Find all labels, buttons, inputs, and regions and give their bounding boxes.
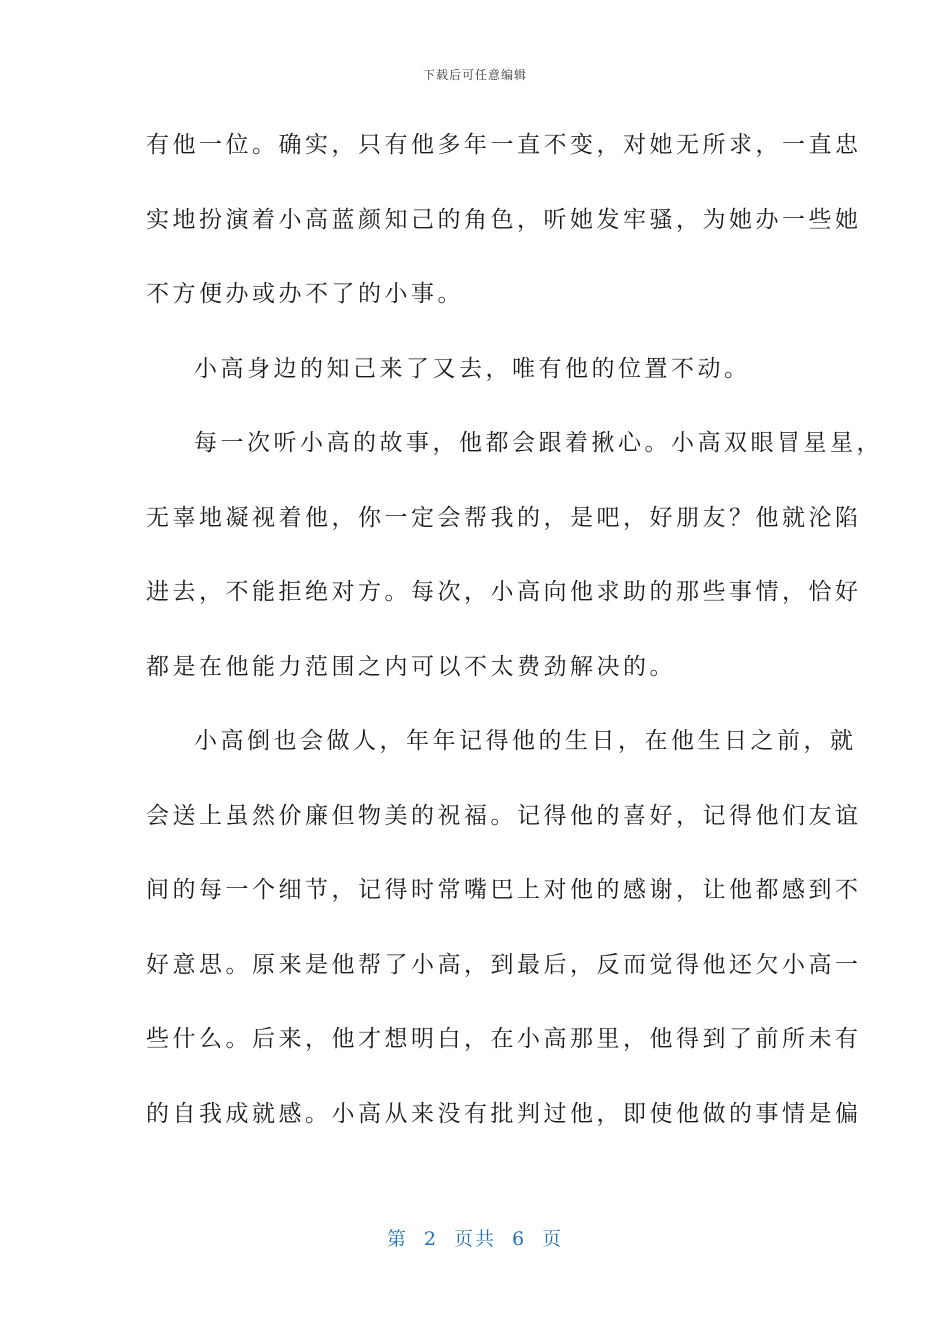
current-page-number: 2: [423, 1228, 438, 1250]
text-line: 会送上虽然价廉但物美的祝福。记得他的喜好，记得他们友谊: [146, 802, 862, 829]
text-line: 不方便办或办不了的小事。: [146, 281, 464, 307]
text-line: 每一次听小高的故事，他都会跟着揪心。小高双眼冒星星，: [194, 430, 883, 456]
text-line: 小高身边的知己来了又去，唯有他的位置不动。: [194, 355, 751, 382]
page-header: 下载后可任意编辑: [422, 68, 527, 82]
text-line: 实地扮演着小高蓝颜知己的角色，听她发牢骚，为她办一些她: [146, 206, 862, 233]
text-line: 好意思。原来是他帮了小高，到最后，反而觉得他还欠小高一: [146, 951, 862, 978]
text-line: 有他一位。确实，只有他多年一直不变，对她无所求，一直忠: [146, 132, 862, 158]
footer-prefix: 第: [386, 1228, 408, 1250]
footer-middle: 页共: [453, 1228, 496, 1250]
text-line: 的自我成就感。小高从来没有批判过他，即使他做的事情是偏: [146, 1100, 862, 1127]
text-line: 无辜地凝视着他，你一定会帮我的，是吧，好朋友？他就沦陷: [146, 504, 862, 531]
text-line: 进去，不能拒绝对方。每次，小高向他求助的那些事情，恰好: [146, 579, 862, 605]
text-line: 些什么。后来，他才想明白，在小高那里，他得到了前所未有: [146, 1026, 862, 1052]
text-line: 小高倒也会做人，年年记得他的生日，在他生日之前，就: [194, 728, 857, 754]
text-line: 都是在他能力范围之内可以不太费劲解决的。: [146, 653, 676, 680]
page-footer: [0, 1224, 950, 1251]
document-body: [146, 108, 883, 1151]
footer-suffix: 页: [542, 1228, 564, 1250]
total-pages-number: 6: [512, 1228, 527, 1250]
text-line: 间的每一个细节，记得时常嘴巴上对他的感谢，让他都感到不: [146, 877, 862, 903]
